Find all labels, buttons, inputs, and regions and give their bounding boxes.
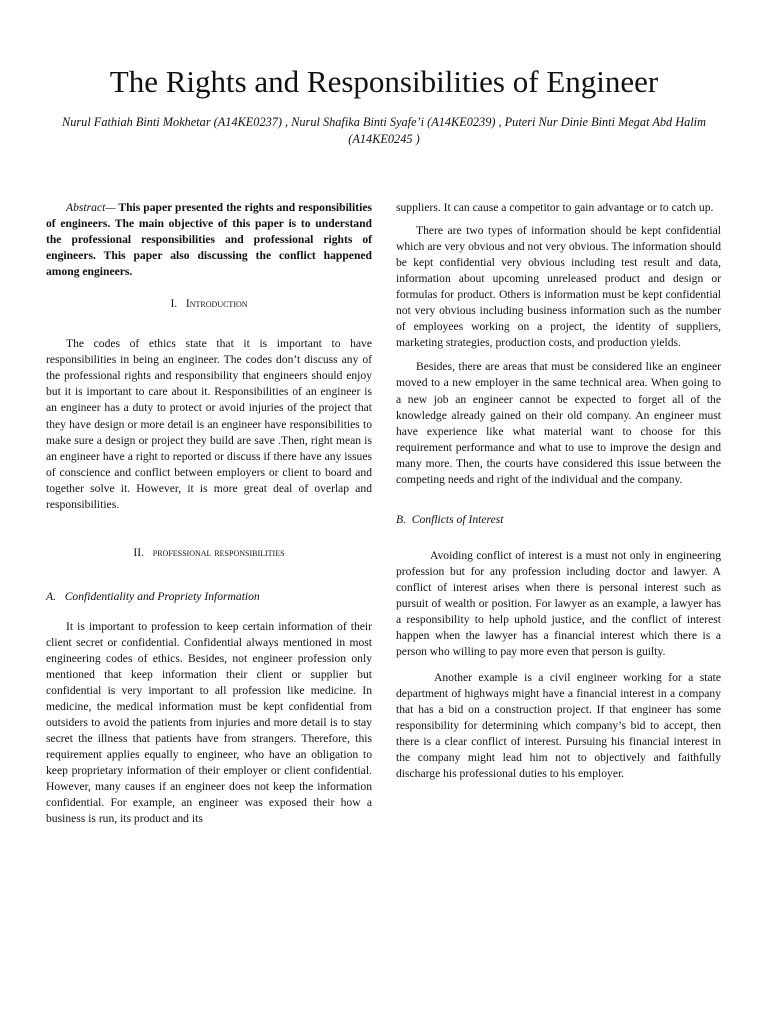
section-heading-professional-responsibilities <box>46 545 372 561</box>
conflicts-paragraph-1: Avoiding conflict of interest is a must not only in engineering profession but for any profession including doctor and lawyer. A conflict of interest arises when there is personal interest such as pursuit of wealth or position. For lawyer as an example, a lawyer has a responsibility to help uphold justice, and the conflict of interest happen when the lawyer has a financial interest which there is a person who willing to pay more even that person is guilty. <box>396 548 721 659</box>
section-numeral: I. <box>170 297 178 311</box>
section-title: professional responsibilities <box>152 545 285 559</box>
confidentiality-paragraph-2: There are two types of information should be kept confidential which are very obvious and not very obvious. The information should be kept confidential very obvious including test result and data, information about upcoming unreleased product and design or formulas for product. Others is information must be kept confidential not very obvious including business information such as the number of employees working on a project, the identity of suppliers, marketing strategies, production costs, and production yields. <box>396 224 721 350</box>
left-column <box>46 200 372 828</box>
abstract-dash: — <box>105 201 116 214</box>
subsection-label: A. <box>46 589 56 603</box>
confidentiality-paragraph-1-continued: suppliers. It can cause a competitor to gain advantage or to catch up. <box>396 201 714 214</box>
section-numeral: II. <box>133 545 145 559</box>
conflicts-paragraph-2: Another example is a civil engineer working for a state department of highways might have a financial interest in a company that has a bid on a construction project. If that engineer has some responsibility for determining which company’s bid to accept, then there is a clear conflict of interest. Pursuing his financial interest in the company might lead him not to objectively and faithfully discharge his professional duties to his employer. <box>396 671 721 781</box>
confidentiality-paragraph-1: It is important to profession to keep certain information of their client secret or confidential. Confidential always mentioned in most engineering codes of ethics. Besides, not engineer profession only mentioned that keep information their client or supplier but confidential is very important to all profession like medicine. In medicine, the medical information must be kept confidential from outsiders to avoid the patients from injuries and more detail is to stay secret the illness that patients have from strangers. Therefore, this requirement applies equally to engineer, who have an obligation to keep proprietary information of their employer or client confidential. However, many causes if an engineer does not keep the information confidential. For example, an engineer was exposed their how a business is run, its product and its <box>46 619 372 826</box>
abstract-label: Abstract <box>66 201 106 214</box>
introduction-paragraph: The codes of ethics state that it is important to have responsibilities in being an engineer. The codes don’t discuss any of the professional rights and responsibility that engineers should enjoy but it is important to care about it. Responsibilities of an engineer is an engineer has a duty to protect or avoid injuries of the project that they have design or more detail is an engineer have responsibilities to make sure a design or project they build are save .Then, right mean is an engineer have a right to reported or discuss if there have any issues of conscience and conflict between employers or client to board and together solve it. However, it is more great deal of overlap and responsibilities. <box>46 337 372 511</box>
subsection-heading-confidentiality <box>46 589 372 605</box>
confidentiality-paragraph-3: Besides, there are areas that must be considered like an engineer moved to a new employer in the same technical area. When going to a new job an engineer cannot be expected to forget all of the knowledge already gained on their old company. An engineer must have experience like what material want to choose for this requirement performance and what to use to improve the design and many more. Then, the courts have considered this issue between the competing needs and right of the individual and the company. <box>396 360 721 486</box>
subsection-title: Conflicts of Interest <box>411 512 504 526</box>
subsection-label: B. <box>396 512 406 526</box>
section-heading-introduction <box>46 296 372 312</box>
abstract-text: This paper presented the rights and responsibilities of engineers. The main objective of this paper is to understand the professional responsibilities and professional rights of engineers. This paper also discussing the conflict happened among engineers. <box>46 201 372 279</box>
section-title: Introduction <box>185 297 248 311</box>
right-column <box>396 200 721 783</box>
subsection-title: Confidentiality and Propriety Information <box>64 589 260 603</box>
subsection-heading-conflicts <box>396 512 721 528</box>
abstract <box>46 200 372 280</box>
author-list: Nurul Fathiah Binti Mokhetar (A14KE0237) , Nurul Shafika Binti Syafe’i (A14KE0239) , Puteri Nur Dinie Binti Megat Abd Halim (A14KE0245 ) <box>62 115 706 146</box>
paper-title: The Rights and Responsibilities of Engineer <box>109 64 659 99</box>
